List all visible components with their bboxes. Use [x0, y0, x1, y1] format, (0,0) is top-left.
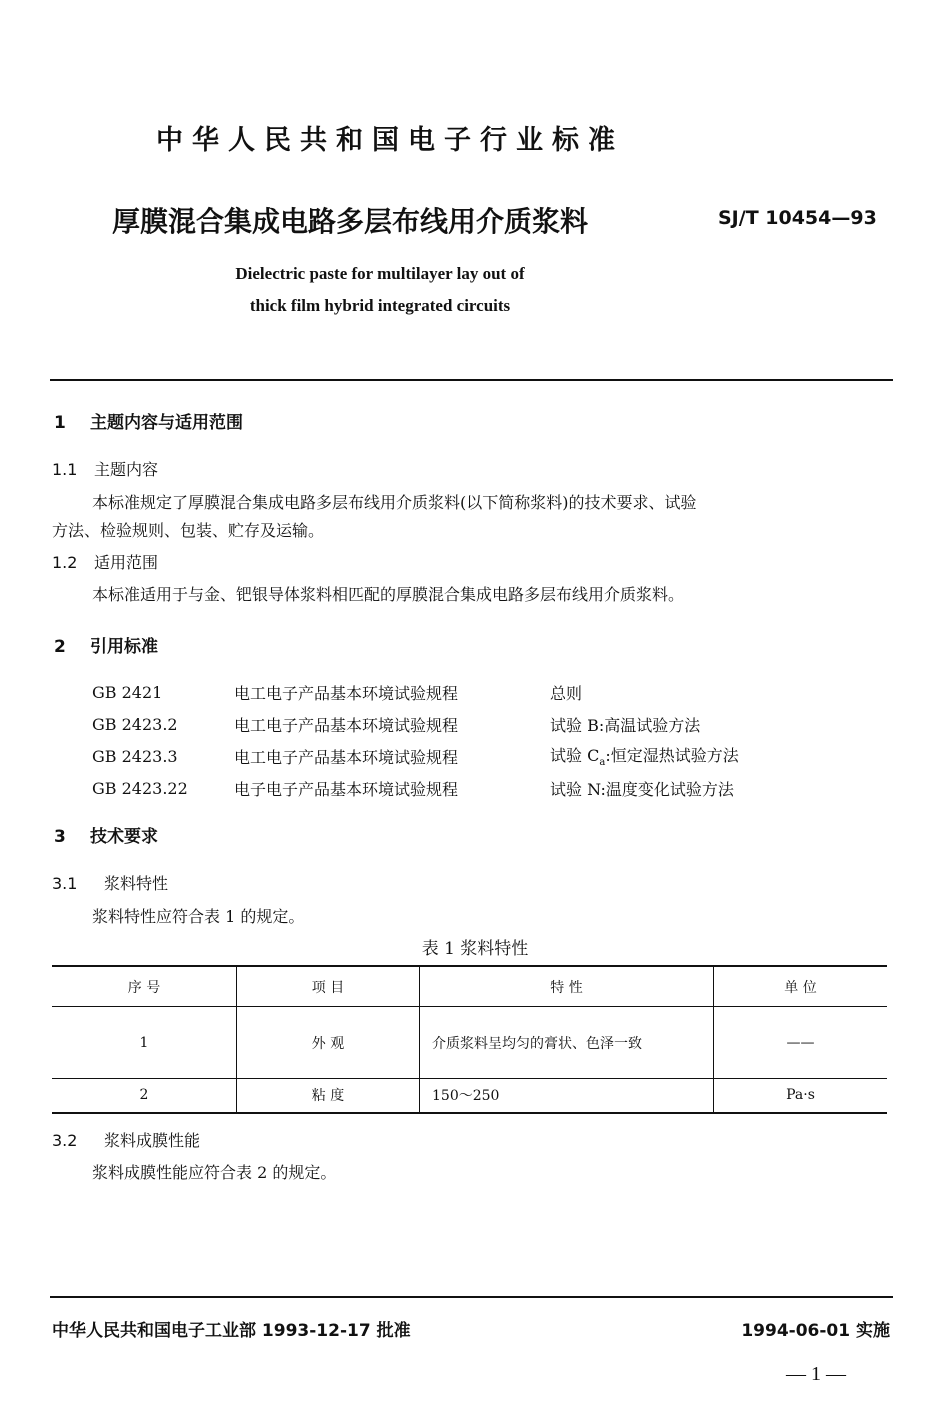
reference-code: GB 2423.22 — [92, 778, 188, 798]
table-header-cell: 项 目 — [237, 966, 420, 1007]
reference-standards-table — [92, 676, 739, 804]
section-3-1-heading: 3.1 浆料特性 — [52, 874, 169, 893]
reference-code: GB 2421 — [92, 682, 163, 702]
document-header: 中华人民共和国电子行业标准 — [156, 125, 624, 156]
section-1-2-para: 本标准适用于与金、钯银导体浆料相匹配的厚膜混合集成电路多层布线用介质浆料。 — [92, 585, 685, 604]
table-cell: 150～250 — [420, 1079, 714, 1113]
section-3-heading: 3 技术要求 — [54, 827, 158, 847]
section-2-heading: 2 引用标准 — [54, 637, 158, 657]
reference-name: 电工电子产品基本环境试验规程 — [234, 683, 459, 703]
top-rule — [50, 379, 893, 381]
section-3-2-heading: 3.2 浆料成膜性能 — [52, 1131, 201, 1150]
table-header-cell: 特 性 — [420, 966, 714, 1007]
reference-row — [92, 676, 739, 708]
approval-line: 中华人民共和国电子工业部 1993-12-17 批准 — [52, 1321, 411, 1341]
page-number: — 1 — — [786, 1363, 846, 1385]
table-cell: Pa·s — [714, 1079, 888, 1113]
table-row — [52, 1079, 887, 1113]
section-1-2-heading: 1.2 适用范围 — [52, 553, 159, 572]
section-3-1-para: 浆料特性应符合表 1 的规定。 — [92, 907, 305, 926]
reference-name: 电工电子产品基本环境试验规程 — [234, 715, 459, 735]
table-cell: 粘 度 — [237, 1079, 420, 1113]
reference-row — [92, 772, 739, 804]
reference-code: GB 2423.3 — [92, 746, 178, 766]
section-3-2-para: 浆料成膜性能应符合表 2 的规定。 — [92, 1163, 337, 1182]
reference-code: GB 2423.2 — [92, 714, 178, 734]
table-row — [52, 1007, 887, 1079]
footer-rule — [50, 1296, 893, 1298]
table-header-cell: 单 位 — [714, 966, 888, 1007]
english-title-line1: Dielectric paste for multilayer lay out of — [235, 264, 525, 283]
reference-part: 试验 B:高温试验方法 — [550, 715, 701, 735]
table-header-row — [52, 966, 887, 1007]
paste-characteristics-table — [52, 965, 887, 1114]
reference-part: 试验 N:温度变化试验方法 — [550, 779, 734, 799]
section-1-1-para-line2: 方法、检验规则、包装、贮存及运输。 — [52, 521, 325, 540]
english-title-line2: thick film hybrid integrated circuits — [249, 296, 511, 315]
table-cell: 外 观 — [237, 1007, 420, 1079]
table-1-caption: 表 1 浆料特性 — [421, 939, 529, 959]
standard-number: SJ/T 10454—93 — [718, 207, 877, 229]
standard-title: 厚膜混合集成电路多层布线用介质浆料 — [112, 205, 589, 238]
section-1-1-para-line1: 本标准规定了厚膜混合集成电路多层布线用介质浆料(以下简称浆料)的技术要求、试验 — [92, 493, 697, 512]
table-cell: 2 — [52, 1079, 237, 1113]
reference-part: 总则 — [550, 683, 583, 703]
reference-name: 电工电子产品基本环境试验规程 — [234, 747, 459, 767]
reference-part: 试验 $C_a$:恒定湿热试验方法 — [550, 746, 739, 769]
reference-name: 电子电子产品基本环境试验规程 — [234, 779, 459, 799]
table-cell: 介质浆料呈均匀的膏状、色泽一致 — [420, 1007, 714, 1079]
section-1-heading: 1 主题内容与适用范围 — [54, 413, 243, 433]
implementation-date: 1994-06-01 实施 — [741, 1321, 890, 1341]
table-cell: —— — [714, 1007, 888, 1079]
reference-row — [92, 708, 739, 740]
reference-row — [92, 740, 739, 772]
table-header-cell: 序 号 — [52, 966, 237, 1007]
section-1-1-heading: 1.1 主题内容 — [52, 460, 159, 479]
table-cell: 1 — [52, 1007, 237, 1079]
